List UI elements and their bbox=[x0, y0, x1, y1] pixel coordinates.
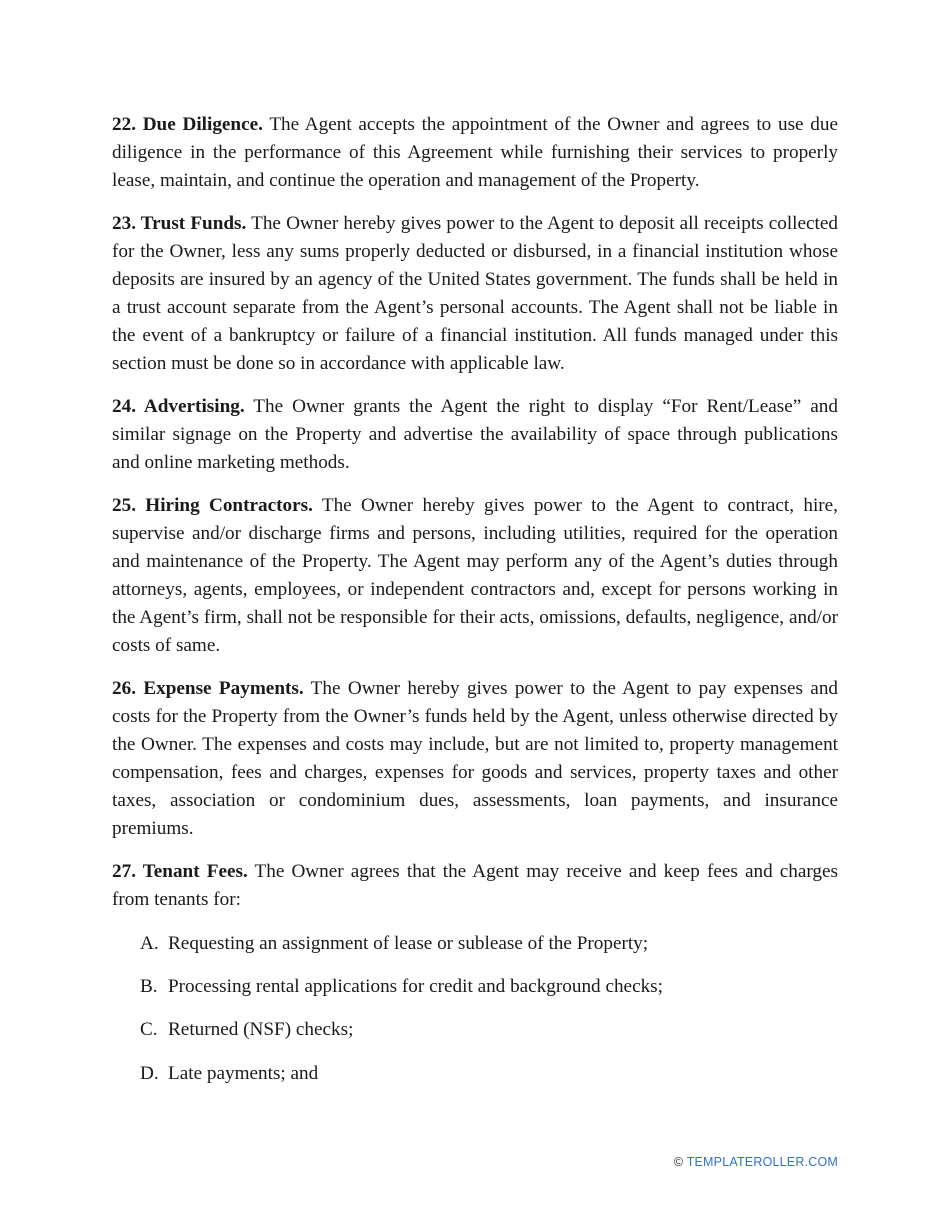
section-heading: 22. Due Diligence. bbox=[112, 114, 263, 135]
copyright-symbol: © bbox=[673, 1155, 684, 1169]
section-body: The Owner hereby gives power to the Agent to pay expenses and costs for the Property from the Owner’s funds held by the Agent, unless otherwise directed by the Owner. The expenses and costs may include, but are not limited to, property management compensation, fees and charges, expenses for goods and services, property taxes and other taxes, association or condominium dues, assessments, loan payments, and insurance premiums. bbox=[112, 678, 839, 839]
section-body: The Owner hereby gives power to the Agent to contract, hire, supervise and/or discharge firms and persons, including utilities, required for the operation and maintenance of the Property. The Agent may perform any of the Agent’s duties through attorneys, agents, employees, or independent contractors and, except for persons working in the Agent’s firm, shall not be responsible for their acts, omissions, defaults, negligence, and/or costs of same. bbox=[112, 495, 838, 656]
list-item-text: Late payments; and bbox=[168, 1062, 319, 1084]
list-marker: B. bbox=[140, 975, 158, 997]
list-marker: C. bbox=[140, 1019, 158, 1041]
section-body: The Owner agrees that the Agent may receive and keep fees and charges from tenants for: bbox=[112, 861, 839, 911]
footer-credit bbox=[674, 1155, 838, 1169]
document-page bbox=[112, 111, 838, 1103]
section-heading: 23. Trust Funds. bbox=[112, 213, 247, 235]
footer-site-link[interactable]: TEMPLATEROLLER.COM bbox=[686, 1155, 838, 1169]
section-expense-payments bbox=[112, 675, 838, 842]
section-heading: 25. Hiring Contractors. bbox=[112, 495, 313, 517]
section-hiring-contractors bbox=[112, 492, 838, 659]
section-advertising bbox=[112, 393, 838, 477]
list-item bbox=[112, 1060, 838, 1088]
section-tenant-fees bbox=[112, 858, 838, 914]
section-body: The Owner hereby gives power to the Agent to deposit all receipts collected for the Owner, less any sums properly deducted or disbursed, in a financial institution whose deposits are insured by an agency of the United States government. The funds shall be held in a trust account separate from the Agent’s personal accounts. The Agent shall not be liable in the event of a bankruptcy or failure of a financial institution. All funds managed under this section must be done so in accordance with applicable law. bbox=[112, 213, 838, 374]
section-heading: 26. Expense Payments. bbox=[112, 678, 304, 700]
section-trust-funds bbox=[112, 210, 838, 377]
list-item-text: Returned (NSF) checks; bbox=[168, 1019, 354, 1041]
section-heading: 24. Advertising. bbox=[112, 396, 245, 418]
section-body: The Owner grants the Agent the right to display “For Rent/Lease” and similar signage on the Property and advertise the availability of space through publications and online marketing methods. bbox=[112, 396, 838, 473]
tenant-fees-list bbox=[112, 930, 838, 1088]
list-item bbox=[112, 930, 838, 958]
list-marker: A. bbox=[140, 932, 159, 954]
list-item bbox=[112, 1016, 838, 1044]
list-item-text: Processing rental applications for credit and background checks; bbox=[168, 975, 663, 997]
section-due-diligence bbox=[112, 111, 838, 195]
list-item-text: Requesting an assignment of lease or sublease of the Property; bbox=[168, 932, 649, 954]
section-heading: 27. Tenant Fees. bbox=[112, 861, 248, 883]
list-item bbox=[112, 973, 838, 1001]
section-body: The Agent accepts the appointment of the Owner and agrees to use due diligence in the performance of this Agreement while furnishing their services to properly lease, maintain, and continue the operation and management of the Property. bbox=[112, 114, 838, 191]
list-marker: D. bbox=[140, 1062, 159, 1084]
